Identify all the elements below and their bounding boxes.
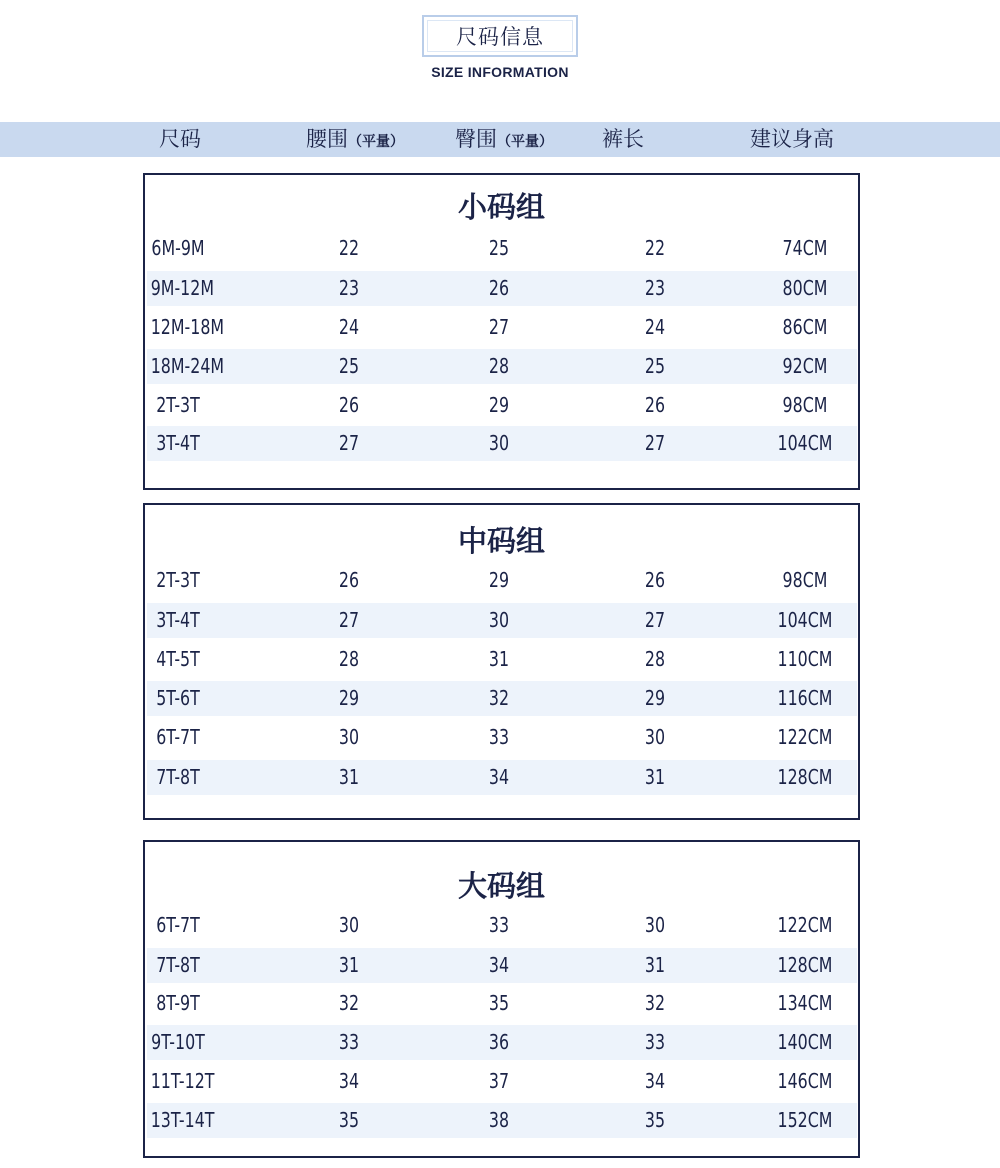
cell-height: 152CM	[777, 1108, 833, 1132]
cell-hip: 30	[488, 431, 510, 455]
cell-length: 28	[644, 647, 666, 671]
table-row	[147, 681, 857, 716]
table-row	[147, 231, 857, 266]
cell-hip: 34	[488, 765, 510, 789]
cell-length: 26	[644, 568, 666, 592]
cell-length: 29	[644, 686, 666, 710]
cell-waist: 30	[338, 725, 360, 749]
column-header-waist-note: （平量）	[348, 134, 404, 150]
cell-size: 2T-3T	[156, 568, 200, 592]
cell-length: 31	[644, 953, 666, 977]
cell-hip: 27	[488, 315, 510, 339]
cell-hip: 35	[488, 991, 510, 1015]
cell-height: 80CM	[782, 276, 828, 300]
size-group-medium	[143, 503, 860, 820]
cell-hip: 30	[488, 608, 510, 632]
table-row	[147, 642, 857, 677]
cell-hip: 28	[488, 354, 510, 378]
cell-waist: 31	[338, 765, 360, 789]
group-title: 中码组	[457, 524, 545, 558]
group-title: 小码组	[457, 190, 545, 224]
cell-waist: 32	[338, 991, 360, 1015]
column-header-height: 建议身高	[750, 127, 834, 151]
cell-hip: 33	[488, 913, 510, 937]
table-row	[147, 908, 857, 943]
cell-hip: 29	[488, 568, 510, 592]
cell-height: 122CM	[777, 725, 833, 749]
group-title: 大码组	[457, 869, 545, 903]
cell-size: 7T-8T	[156, 765, 200, 789]
page-title-box	[422, 15, 578, 57]
cell-waist: 31	[338, 953, 360, 977]
cell-length: 23	[644, 276, 666, 300]
cell-waist: 24	[338, 315, 360, 339]
table-row	[147, 426, 857, 461]
cell-height: 98CM	[782, 393, 828, 417]
cell-size: 11T-12T	[150, 1069, 215, 1093]
column-header-hip: 臀围（平量）	[455, 127, 553, 151]
cell-hip: 36	[488, 1030, 510, 1054]
cell-size: 4T-5T	[156, 647, 200, 671]
cell-hip: 31	[488, 647, 510, 671]
cell-height: 86CM	[782, 315, 828, 339]
cell-size: 2T-3T	[156, 393, 200, 417]
cell-length: 25	[644, 354, 666, 378]
cell-height: 74CM	[782, 236, 828, 260]
cell-length: 24	[644, 315, 666, 339]
table-row	[147, 760, 857, 795]
cell-height: 140CM	[777, 1030, 833, 1054]
cell-size: 3T-4T	[156, 431, 200, 455]
table-row	[147, 603, 857, 638]
cell-length: 31	[644, 765, 666, 789]
cell-size: 7T-8T	[156, 953, 200, 977]
table-row	[147, 271, 857, 306]
cell-size: 9M-12M	[150, 276, 214, 300]
table-row	[147, 563, 857, 598]
cell-waist: 34	[338, 1069, 360, 1093]
cell-waist: 27	[338, 608, 360, 632]
cell-length: 34	[644, 1069, 666, 1093]
cell-hip: 38	[488, 1108, 510, 1132]
cell-size: 6M-9M	[151, 236, 205, 260]
cell-waist: 22	[338, 236, 360, 260]
cell-height: 128CM	[777, 765, 833, 789]
cell-height: 104CM	[777, 608, 833, 632]
cell-size: 9T-10T	[151, 1030, 205, 1054]
cell-height: 98CM	[782, 568, 828, 592]
cell-height: 116CM	[777, 686, 833, 710]
table-row	[147, 948, 857, 983]
cell-height: 146CM	[777, 1069, 833, 1093]
size-group-small	[143, 173, 860, 490]
cell-height: 128CM	[777, 953, 833, 977]
table-row	[147, 1064, 857, 1099]
table-row	[147, 310, 857, 345]
cell-size: 6T-7T	[156, 913, 200, 937]
cell-waist: 27	[338, 431, 360, 455]
cell-length: 22	[644, 236, 666, 260]
table-row	[147, 388, 857, 423]
cell-size: 8T-9T	[156, 991, 200, 1015]
table-row	[147, 1025, 857, 1060]
cell-length: 30	[644, 913, 666, 937]
cell-hip: 26	[488, 276, 510, 300]
cell-hip: 33	[488, 725, 510, 749]
cell-size: 13T-14T	[150, 1108, 215, 1132]
page-title: 尺码信息	[427, 20, 573, 52]
cell-length: 32	[644, 991, 666, 1015]
cell-size: 18M-24M	[150, 354, 225, 378]
cell-waist: 30	[338, 913, 360, 937]
cell-size: 6T-7T	[156, 725, 200, 749]
cell-length: 30	[644, 725, 666, 749]
table-row	[147, 1103, 857, 1138]
cell-height: 134CM	[777, 991, 833, 1015]
cell-length: 35	[644, 1108, 666, 1132]
cell-length: 26	[644, 393, 666, 417]
cell-height: 110CM	[777, 647, 833, 671]
table-row	[147, 720, 857, 755]
cell-size: 3T-4T	[156, 608, 200, 632]
cell-length: 27	[644, 431, 666, 455]
cell-height: 92CM	[782, 354, 828, 378]
cell-height: 122CM	[777, 913, 833, 937]
table-row	[147, 349, 857, 384]
page-subtitle: SIZE INFORMATION	[431, 64, 569, 80]
cell-waist: 35	[338, 1108, 360, 1132]
column-header-waist: 腰围（平量）	[306, 127, 404, 151]
column-header-length: 裤长	[602, 127, 644, 151]
cell-size: 12M-18M	[150, 315, 225, 339]
cell-height: 104CM	[777, 431, 833, 455]
cell-hip: 34	[488, 953, 510, 977]
cell-length: 27	[644, 608, 666, 632]
size-group-large	[143, 840, 860, 1158]
cell-hip: 25	[488, 236, 510, 260]
cell-hip: 29	[488, 393, 510, 417]
cell-length: 33	[644, 1030, 666, 1054]
cell-waist: 28	[338, 647, 360, 671]
column-header-size: 尺码	[159, 127, 201, 151]
cell-hip: 32	[488, 686, 510, 710]
cell-waist: 25	[338, 354, 360, 378]
column-header-band	[0, 122, 1000, 157]
cell-waist: 23	[338, 276, 360, 300]
column-header-hip-note: （平量）	[497, 134, 553, 150]
cell-waist: 29	[338, 686, 360, 710]
cell-size: 5T-6T	[156, 686, 200, 710]
cell-waist: 26	[338, 568, 360, 592]
cell-waist: 33	[338, 1030, 360, 1054]
table-row	[147, 986, 857, 1021]
cell-waist: 26	[338, 393, 360, 417]
cell-hip: 37	[488, 1069, 510, 1093]
